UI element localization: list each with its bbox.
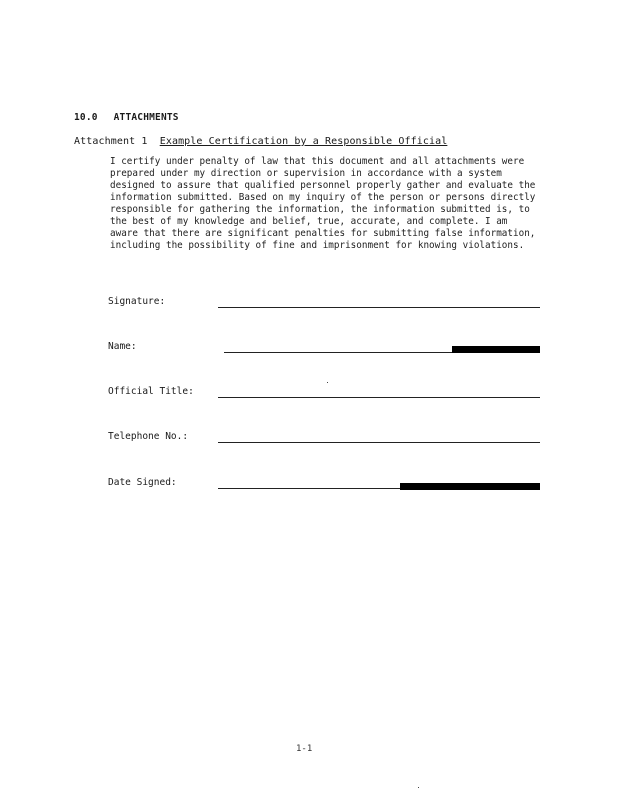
page-number: 1-1 [296,744,313,754]
official-title-field-row [108,386,540,400]
signature-line[interactable] [218,307,540,308]
attachment-name: Example Certification by a Responsible Official [159,136,448,147]
redaction-block [452,346,540,353]
certification-statement: I certify under penalty of law that this document and all attachments were prepared under my direction or supervision in accordance with a system designed to assure that qualified personnel properly gather and evaluate the information submitted. Based on my inquiry of the person or persons directly responsible for gathering the information, the information submitted is, to the best of my knowledge and belief, true, accurate, and complete. I am aware that there are significant penalties for submitting false information, including the possibility of fine and imprisonment for knowing violations. [110,156,536,251]
attachment-prefix: Attachment 1 [74,136,148,147]
telephone-line[interactable] [218,442,540,443]
section-heading [74,112,179,123]
name-field-row [108,341,540,355]
date-signed-field-row [108,477,540,491]
section-title: ATTACHMENTS [113,112,179,123]
date-signed-label: Date Signed: [108,477,177,488]
section-number: 10.0 [74,112,98,123]
telephone-field-row [108,431,540,445]
official-title-line[interactable] [218,397,540,398]
official-title-label: Official Title: [108,386,194,397]
name-label: Name: [108,341,137,352]
scan-speck [327,382,328,383]
redaction-block [400,483,540,490]
attachment-title [74,136,447,147]
telephone-label: Telephone No.: [108,431,189,442]
signature-field-row [108,296,540,310]
scan-speck [418,787,419,788]
signature-label: Signature: [108,296,166,307]
